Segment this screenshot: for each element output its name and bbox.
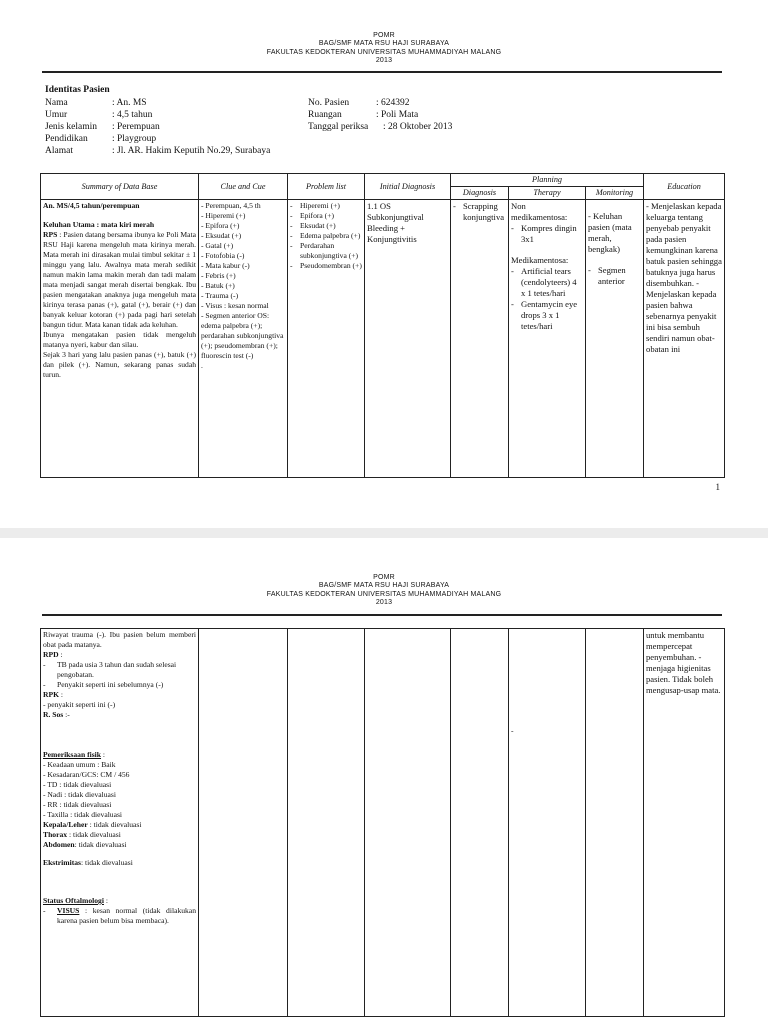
- diagnosis-cell-continued: [451, 629, 509, 1017]
- riwayat-trauma: Riwayat trauma (-). Ibu pasien belum memberi obat pada matanya.: [43, 630, 196, 649]
- pf-item: - Nadi : tidak dievaluasi: [43, 790, 116, 799]
- clue-item: - Mata kabur (-): [201, 260, 250, 270]
- clue-cell: [199, 199, 288, 477]
- therapy-med-label: Medikamentosa:: [511, 254, 569, 265]
- visus-value: : kesan normal (tidak dilakukan karena pasien belum bisa membaca).: [57, 906, 196, 925]
- col-clue: Clue and Cue: [199, 174, 288, 200]
- rpk-heading: RPK :: [43, 690, 64, 699]
- rses-label: R. Sos: [43, 710, 64, 719]
- value-jenis-kelamin: : Perempuan: [112, 122, 160, 132]
- clue-item: - Febris (+): [201, 270, 236, 280]
- problem-cell-continued: [288, 629, 365, 1017]
- clue-item: - Trauma (-): [201, 290, 239, 300]
- rses-line: [43, 710, 196, 720]
- ekstremitas-value: : tidak dievaluasi: [80, 858, 133, 867]
- problem-item: - Eksudat (+): [290, 221, 362, 231]
- clue-item: - Epifora (+): [201, 220, 240, 230]
- col-summary: Summary of Data Base: [41, 174, 199, 200]
- clue-item: - Hiperemi (+): [201, 210, 246, 220]
- keluhan-label: Keluhan Utama: [43, 219, 95, 229]
- therapy-cell: [509, 199, 586, 477]
- label-umur: Umur: [45, 110, 68, 120]
- rpd-item: - Penyakit seperti ini sebelumnya (-): [43, 680, 196, 690]
- col-therapy: Therapy: [509, 187, 586, 200]
- clue-item: - Gatal (+): [201, 240, 234, 250]
- thorax: [43, 830, 196, 840]
- value-umur: : 4,5 tahun: [112, 110, 153, 120]
- diagnosis-cell: [451, 199, 509, 477]
- col-problem: Problem list: [288, 174, 365, 200]
- value-nama: : An. MS: [112, 98, 147, 108]
- header-line-2: BAG/SMF MATA RSU HAJI SURABAYA: [318, 582, 450, 590]
- abdomen-label: Abdomen: [43, 840, 75, 849]
- kepala-leher: [43, 820, 196, 830]
- visus-label: VISUS: [57, 906, 80, 915]
- monitoring-item: - Segmen anterior: [588, 265, 641, 287]
- header-line-3: FAKULTAS KEDOKTERAN UNIVERSITAS MUHAMMADIYAH MALANG: [266, 590, 502, 598]
- ekstremitas-label: Ekstrimitas: [43, 858, 81, 867]
- pomr-table-page-1: [40, 173, 725, 478]
- label-pendidikan: Pendidikan: [45, 134, 88, 144]
- header-line-2: BAG/SMF MATA RSU HAJI SURABAYA: [318, 40, 450, 48]
- rps-label: RPS: [43, 229, 58, 239]
- page-number: 1: [715, 482, 720, 492]
- thorax-value: : tidak dievaluasi: [67, 830, 121, 839]
- patient-line: An. MS/4,5 tahun/perempuan: [43, 200, 140, 210]
- col-initial: Initial Diagnosis: [365, 174, 451, 200]
- therapy-med-item: - Gentamycin eye drops 3 x 1 tetes/hari: [511, 299, 583, 332]
- kepala-label: Kepala/Leher: [43, 820, 88, 829]
- pf-label: Pemeriksaan fisik: [43, 750, 102, 759]
- col-diagnosis: Diagnosis: [451, 187, 509, 200]
- clue-item: - Segmen anterior OS: edema palpebra (+); perdarahan subkonjungtiva (+); pseudomembran (+); fluorescin test (-): [201, 310, 284, 360]
- clue-item: - Eksudat (+): [201, 230, 242, 240]
- kepala-value: : tidak dievaluasi: [87, 820, 142, 829]
- pf-item: - TD : tidak dievaluasi: [43, 780, 112, 789]
- header-line-4: 2013: [375, 599, 393, 607]
- monitoring-cell-continued: [586, 629, 644, 1017]
- summary-paragraph-3: Sejak 3 hari yang lalu pasien panas (+), batuk (+) dan pilek (+). Namun, sekarang panas sudah turun.: [43, 349, 196, 379]
- monitoring-cell: [586, 199, 644, 477]
- diagnosis-item: - Scrapping konjungtiva: [453, 201, 506, 223]
- label-no-pasien: No. Pasien: [308, 98, 350, 108]
- rps-text: : Pasien datang bersama ibunya ke Poli Mata RSU Haji karena mengeluh mata kirinya merah. Mata merah ini dirasakan mulai timbul sekitar ± 1 minggu yang lalu. Awalnya mata merah sedikit namun makin lama makin merah dan tadi malam mata menjadi sangat merah disertai bengkak. Ibu pasien mengatakan anaknya juga mengeluh mata kirinya terasa panas (+), gatal (+), berair (+) dan banyak keluar kotoran (+) pada pagi hari setelah bangun tidur. Mata kanan tidak ada keluhan.: [43, 229, 196, 329]
- therapy-cell-continued: [509, 629, 586, 1017]
- abdomen-value: : tidak dievaluasi: [74, 840, 127, 849]
- col-planning: Planning: [451, 174, 644, 187]
- value-tanggal-periksa: : 28 Oktober 2013: [383, 122, 453, 132]
- pf-item: - RR : tidak dievaluasi: [43, 800, 112, 809]
- pf-heading: Pemeriksaan fisik :: [43, 750, 106, 759]
- thorax-label: Thorax: [43, 830, 68, 839]
- header-line-3: FAKULTAS KEDOKTERAN UNIVERSITAS MUHAMMADIYAH MALANG: [266, 48, 502, 56]
- header-rule: [42, 614, 722, 616]
- rpk-label: RPK: [43, 690, 60, 699]
- therapy-nonmed: - Kompres dingin 3x1: [511, 223, 583, 245]
- problem-item: - Edema palpebra (+): [290, 231, 362, 241]
- document-header: [0, 574, 768, 608]
- education-cell: - Menjelaskan kepada keluarga tentang penyebab penyakit pada pasien kemungkinan karena batuk pasien sehingga batuknya juga harus disembuhkan. - Menjelaskan kepada pasien bahwa sebenarnya penyakit ini bisa sembuh sendiri namun obat-obatan ini: [644, 199, 725, 477]
- label-jenis-kelamin: Jenis kelamin: [45, 122, 97, 132]
- pf-item: - Keadaan umum : Baik: [43, 760, 116, 769]
- col-monitoring: Monitoring: [586, 187, 644, 200]
- education-cell-continued: untuk membantu mempercepat penyembuhan. - menjaga higienitas pasien. Tidak boleh mengusap-usap mata.: [644, 629, 725, 1017]
- clue-item: - Batuk (+): [201, 280, 235, 290]
- summary-paragraph-2: Ibunya mengatakan pasien tidak mengeluh matanya nyeri, kabur dan silau.: [43, 329, 196, 349]
- value-pendidikan: : Playgroup: [112, 134, 157, 144]
- rpd-item: - TB pada usia 3 tahun dan sudah selesai pengobatan.: [43, 660, 196, 680]
- initial-diagnosis-cell: 1.1 OS Subkonjungtival Bleeding + Konjungtivitis: [365, 199, 451, 477]
- clue-item: - Perempuan, 4,5 th: [201, 200, 261, 210]
- rps-paragraph: [43, 230, 196, 330]
- problem-item: - Epifora (+): [290, 211, 362, 221]
- problem-cell: [288, 199, 365, 477]
- label-ruangan: Ruangan: [308, 110, 342, 120]
- rpd-heading: RPD :: [43, 650, 63, 659]
- document-header: [0, 32, 768, 66]
- keluhan-value: : mata kiri merah: [94, 219, 155, 229]
- pomr-table-page-2: [40, 628, 725, 1017]
- pf-item: - Taxilla : tidak dievaluasi: [43, 810, 123, 819]
- label-tanggal-periksa: Tanggal periksa: [308, 122, 369, 132]
- document-page-2: [0, 538, 768, 1024]
- summary-cell: [41, 199, 199, 477]
- therapy-dash: -: [511, 726, 514, 735]
- status-label: Status Oftalmologi: [43, 896, 104, 905]
- label-alamat: Alamat: [45, 146, 73, 156]
- rpk-item: - penyakit seperti ini (-): [43, 700, 116, 709]
- header-line-4: 2013: [375, 57, 393, 65]
- value-ruangan: : Poli Mata: [376, 110, 419, 120]
- problem-item: - Pseudomembran (+): [290, 261, 362, 271]
- keluhan-utama: [43, 220, 196, 230]
- identitas-title: Identitas Pasien: [45, 85, 110, 95]
- status-oftalmologi: Status Oftalmologi :: [43, 896, 108, 905]
- problem-item: - Perdarahan subkonjungtiva (+): [290, 241, 362, 261]
- clue-item: - Fotofobia (-): [201, 250, 245, 260]
- rses-value: :-: [63, 710, 70, 719]
- value-alamat: : Jl. AR. Hakim Keputih No.29, Surabaya: [112, 146, 271, 156]
- label-nama: Nama: [45, 98, 68, 108]
- initial-cell-continued: [365, 629, 451, 1017]
- abdomen: [43, 840, 196, 850]
- header-line-1: POMR: [373, 574, 395, 581]
- clue-item: - Visus : kesan normal: [201, 300, 269, 310]
- header-rule: [42, 71, 722, 73]
- header-line-1: POMR: [373, 32, 395, 39]
- value-no-pasien: : 624392: [376, 98, 410, 108]
- visus-line: [43, 906, 196, 926]
- clue-cell-continued: [199, 629, 288, 1017]
- pf-item: - Kesadaran/GCS: CM / 456: [43, 770, 130, 779]
- therapy-med-item: - Artificial tears (cendolyteers) 4 x 1 tetes/hari: [511, 266, 583, 299]
- col-education: Education: [644, 174, 725, 200]
- rpd-label: RPD: [43, 650, 59, 659]
- monitoring-item: - Keluhan pasien (mata merah, bengkak): [588, 210, 632, 254]
- therapy-intro: Non medikamentosa:: [511, 200, 568, 222]
- clue-item: .: [201, 360, 203, 370]
- summary-cell-continued: [41, 629, 199, 1017]
- ekstremitas: [43, 858, 196, 868]
- problem-item: - Hiperemi (+): [290, 201, 362, 211]
